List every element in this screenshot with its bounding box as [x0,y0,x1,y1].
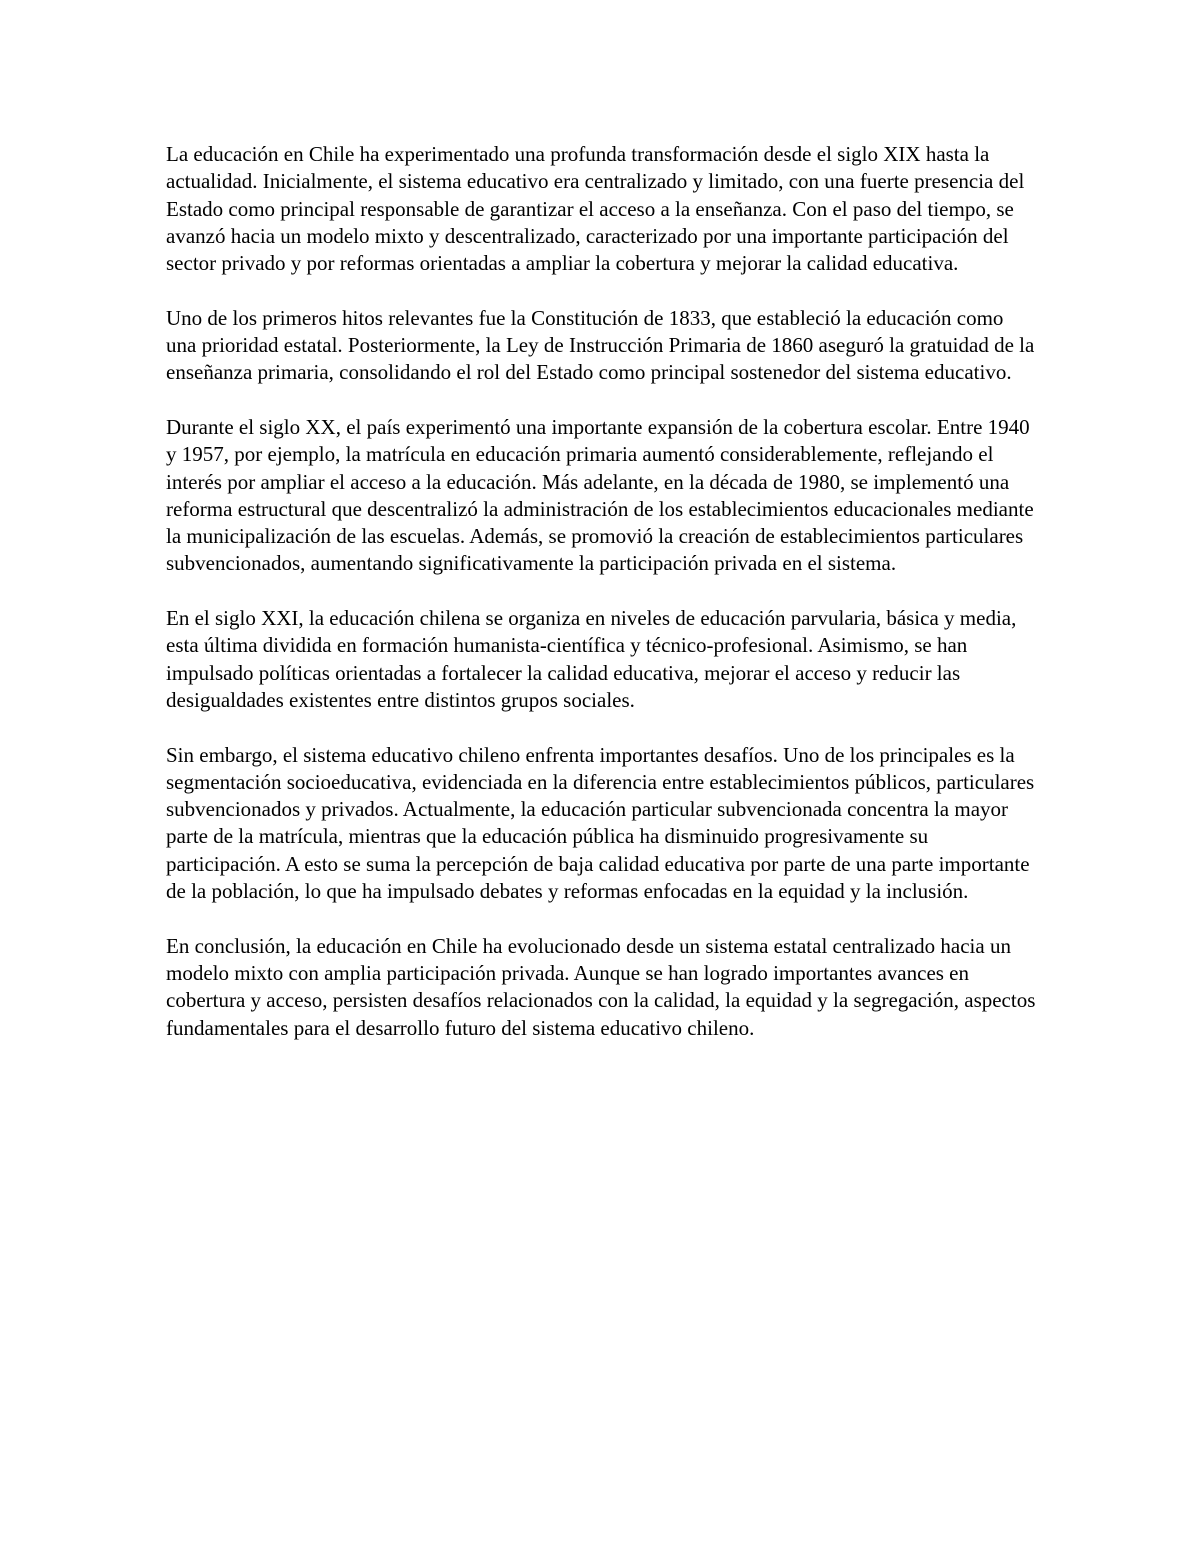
paragraph-5: Sin embargo, el sistema educativo chileno enfrenta importantes desafíos. Uno de los principales es la segmentación socioeducativa, evidenciada en la diferencia entre establecimientos públicos, particulares subvencionados y privados. Actualmente, la educación particular subvencionada concentra la mayor parte de la matrícula, mientras que la educación pública ha disminuido progresivamente su participación. A esto se suma la percepción de baja calidad educativa por parte de una parte importante de la población, lo que ha impulsado debates y reformas enfocadas en la equidad y la inclusión. [166,742,1035,904]
paragraph-3: Durante el siglo XX, el país experimentó una importante expansión de la cobertura escolar. Entre 1940 y 1957, por ejemplo, la matrícula en educación primaria aumentó considerablemente, reflejando el interés por ampliar el acceso a la educación. Más adelante, en la década de 1980, se implementó una reforma estructural que descentralizó la administración de los establecimientos educacionales mediante la municipalización de las escuelas. Además, se promovió la creación de establecimientos particulares subvencionados, aumentando significativamente la participación privada en el sistema. [166,414,1034,576]
paragraph-6: En conclusión, la educación en Chile ha evolucionado desde un sistema estatal centralizado hacia un modelo mixto con amplia participación privada. Aunque se han logrado importantes avances en cobertura y acceso, persisten desafíos relacionados con la calidad, la equidad y la segregación, aspectos fundamentales para el desarrollo futuro del sistema educativo chileno. [166,933,1036,1040]
paragraph-2: Uno de los primeros hitos relevantes fue la Constitución de 1833, que estableció la educación como una prioridad estatal. Posteriormente, la Ley de Instrucción Primaria de 1860 aseguró la gratuidad de la enseñanza primaria, consolidando el rol del Estado como principal sostenedor del sistema educativo. [166,305,1035,385]
paragraph-1: La educación en Chile ha experimentado una profunda transformación desde el siglo XIX hasta la actualidad. Inicialmente, el sistema educativo era centralizado y limitado, con una fuerte presencia del Estado como principal responsable de garantizar el acceso a la enseñanza. Con el paso del tiempo, se avanzó hacia un modelo mixto y descentralizado, caracterizado por una importante participación del sector privado y por reformas orientadas a ampliar la cobertura y mejorar la calidad educativa. [166,142,1025,276]
document-body [166,141,1038,1069]
paragraph-4: En el siglo XXI, la educación chilena se organiza en niveles de educación parvularia, básica y media, esta última dividida en formación humanista-científica y técnico-profesional. Asimismo, se han impulsado políticas orientadas a fortalecer la calidad educativa, mejorar el acceso y reducir las desigualdades existentes entre distintos grupos sociales. [166,606,1017,712]
